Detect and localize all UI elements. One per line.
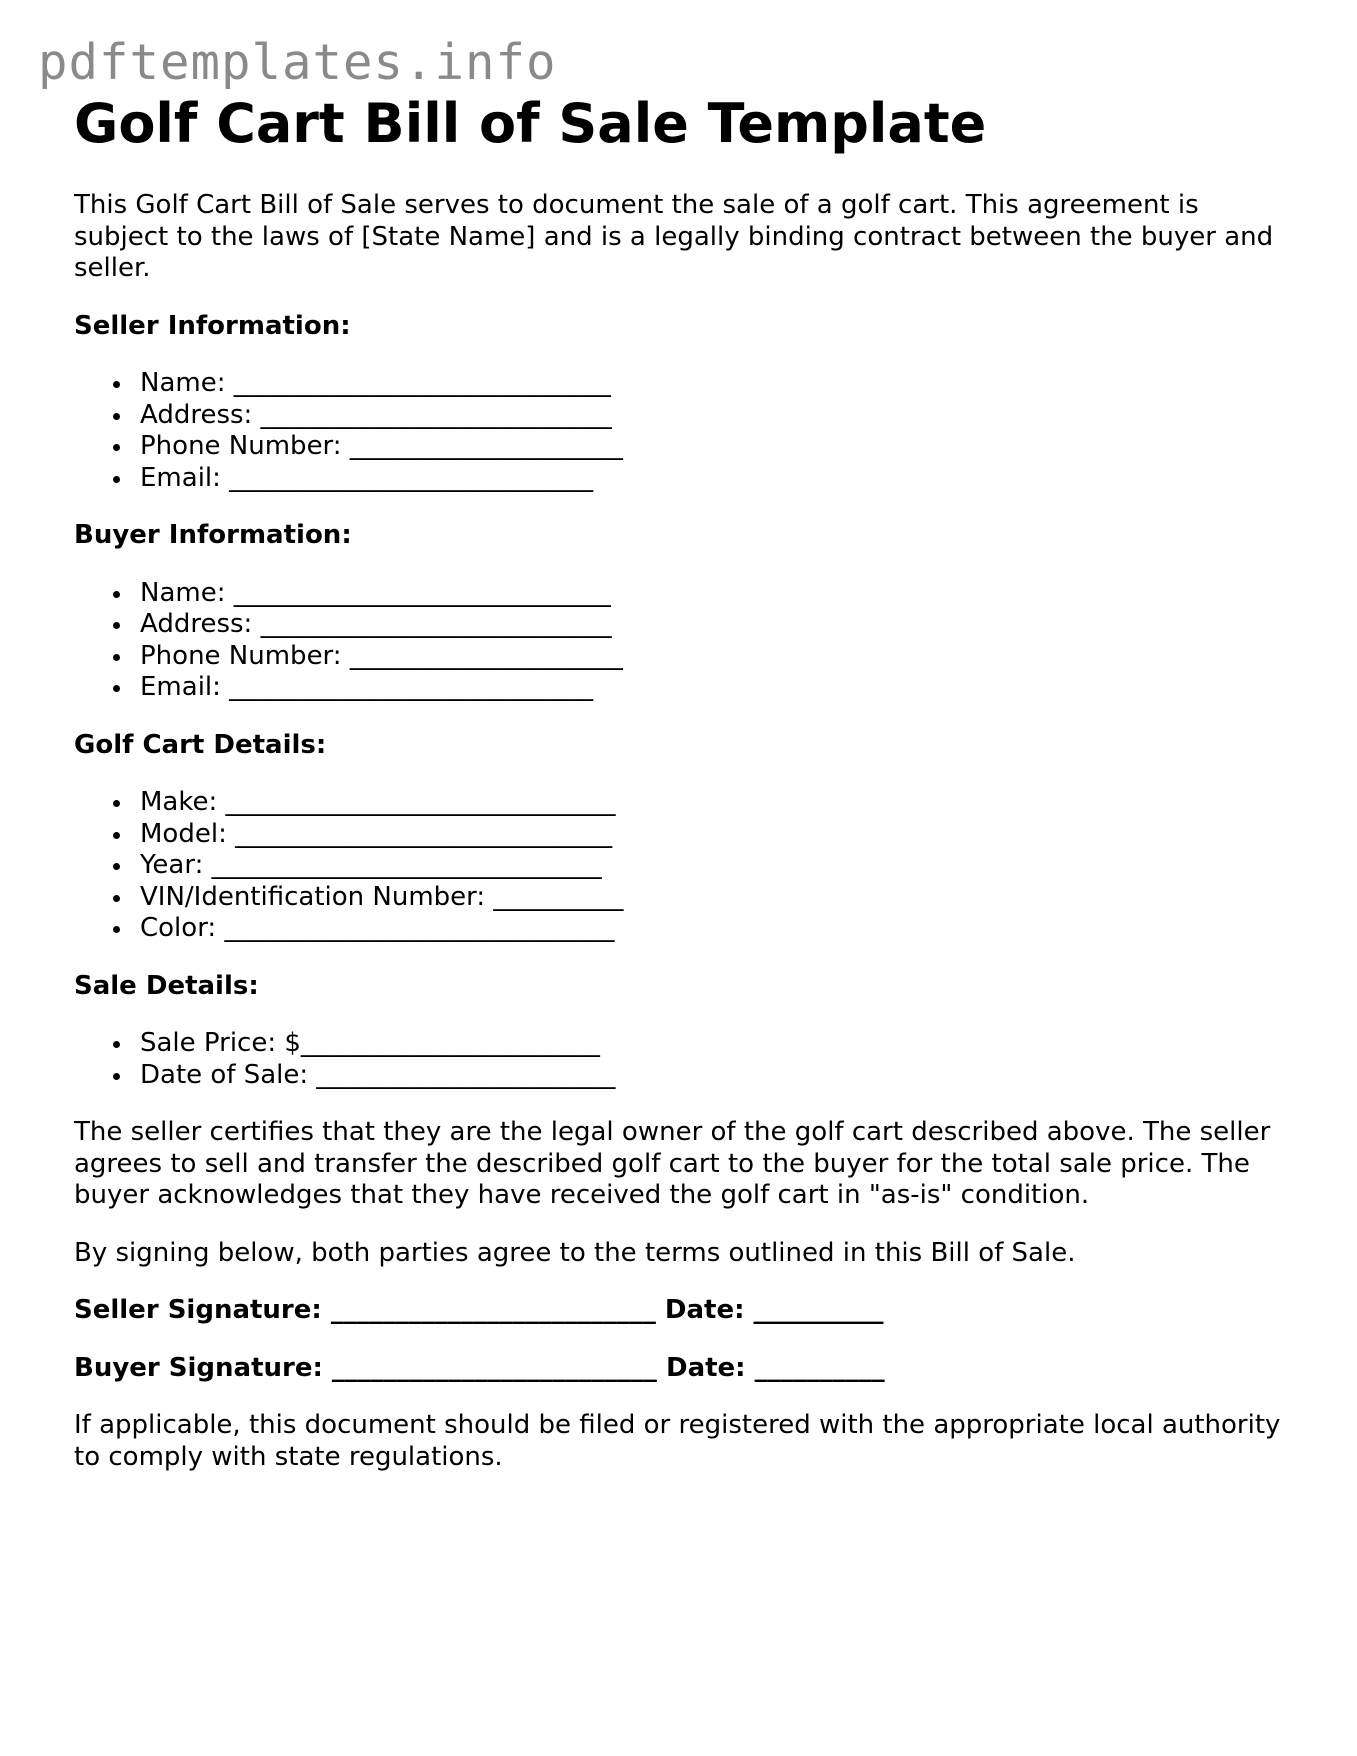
sale-date-field: Date of Sale: _______________________ — [140, 1060, 1294, 1092]
cart-model-field: Model: _____________________________ — [140, 819, 1294, 851]
buyer-address-field: Address: ___________________________ — [140, 609, 1294, 641]
cart-color-field: Color: ______________________________ — [140, 913, 1294, 945]
cart-year-field: Year: ______________________________ — [140, 850, 1294, 882]
buyer-phone-field: Phone Number: _____________________ — [140, 641, 1294, 673]
golf-cart-details-heading: Golf Cart Details: — [74, 729, 327, 760]
buyer-signature-line: Buyer Signature: _________________________ Date: __________ — [74, 1352, 885, 1383]
document-title: Golf Cart Bill of Sale Template — [74, 92, 987, 155]
seller-phone-field: Phone Number: _____________________ — [140, 431, 1294, 463]
golf-cart-details-list — [74, 787, 1294, 945]
certification-paragraph: The seller certifies that they are the legal owner of the golf cart described above. The seller agrees to sell and transfer the described golf cart to the buyer for the total sale price. The buyer acknowledges that they have received the golf cart in "as-is" condition. — [74, 1117, 1271, 1210]
buyer-name-field: Name: _____________________________ — [140, 578, 1294, 610]
sale-details-list — [74, 1028, 1294, 1091]
seller-information-list — [74, 368, 1294, 494]
closing-paragraph: If applicable, this document should be filed or registered with the appropriate local authority to comply with state regulations. — [74, 1410, 1281, 1472]
seller-information-heading: Seller Information: — [74, 310, 351, 341]
intro-paragraph: This Golf Cart Bill of Sale serves to document the sale of a golf cart. This agreement is subject to the laws of [State Name] and is a legally binding contract between the buyer and seller. — [74, 190, 1274, 283]
buyer-email-field: Email: ____________________________ — [140, 672, 1294, 704]
cart-vin-field: VIN/Identification Number: __________ — [140, 882, 1294, 914]
buyer-information-list — [74, 578, 1294, 704]
cart-make-field: Make: ______________________________ — [140, 787, 1294, 819]
sale-details-heading: Sale Details: — [74, 970, 259, 1001]
document — [74, 92, 1294, 1473]
buyer-information-heading: Buyer Information: — [74, 520, 352, 550]
seller-name-field: Name: _____________________________ — [140, 368, 1294, 400]
sale-price-field: Sale Price: $_______________________ — [140, 1028, 1294, 1060]
seller-email-field: Email: ____________________________ — [140, 463, 1294, 495]
agreement-paragraph: By signing below, both parties agree to the terms outlined in this Bill of Sale. — [74, 1237, 1076, 1268]
seller-signature-line: Seller Signature: _________________________ Date: __________ — [74, 1295, 884, 1325]
seller-address-field: Address: ___________________________ — [140, 400, 1294, 432]
watermark: pdftemplates.info — [38, 34, 557, 91]
